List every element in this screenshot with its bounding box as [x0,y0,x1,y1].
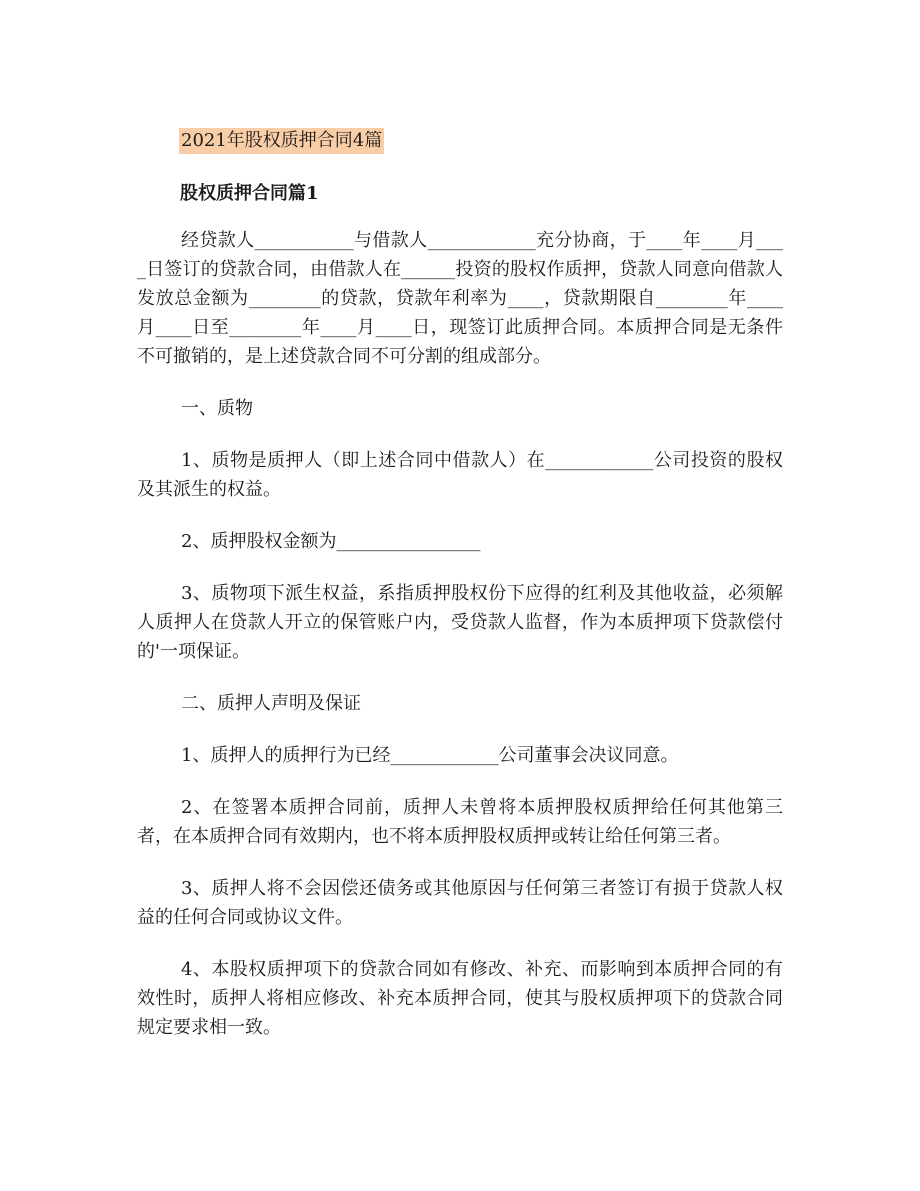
paragraph-intro: 经贷款人___________与借款人____________充分协商，于____年____月____日签订的贷款合同，由借款人在______投资的股权作质押，贷款人同意向借款人发放总金额为________的贷款，贷款年利率为____，贷款期限自________年____月____日至________年____月____日，现签订此质押合同。本质押合同是无条件不可撤销的，是上述贷款合同不可分割的组成部分。 [137,230,783,367]
paragraph-clause-1-1: 1、质物是质押人（即上述合同中借款人）在____________公司投资的股权及其派生的权益。 [137,450,783,500]
heading-pledgor-declaration: 二、质押人声明及保证 [181,693,361,714]
paragraph-clause-2-3: 3、质押人将不会因偿还债务或其他原因与任何第三者签订有损于贷款人权益的任何合同或协议文件。 [137,878,783,928]
paragraph-clause-1-3: 3、质物项下派生权益，系指质押股权份下应得的红利及其他收益，必须解人质押人在贷款人开立的保管账户内，受贷款人监督，作为本质押项下贷款偿付的'一项保证。 [137,583,783,662]
paragraph-clause-2-4: 4、本股权质押项下的贷款合同如有修改、补充、而影响到本质押合同的有效性时，质押人将相应修改、补充本质押合同，使其与股权质押项下的贷款合同规定要求相一致。 [137,959,783,1038]
document-title: 2021年股权质押合同4篇 [179,128,384,154]
paragraph-clause-2-2: 2、在签署本质押合同前，质押人未曾将本质押股权质押给任何其他第三者，在本质押合同有效期内，也不将本质押股权质押或转让给任何第三者。 [137,797,783,847]
heading-pledged-property: 一、质物 [181,398,253,419]
document-body [137,226,783,1065]
section-heading: 股权质押合同篇1 [180,183,319,204]
paragraph-clause-2-1: 1、质押人的质押行为已经____________公司董事会决议同意。 [181,745,679,766]
paragraph-clause-1-2: 2、质押股权金额为________________ [181,531,481,552]
